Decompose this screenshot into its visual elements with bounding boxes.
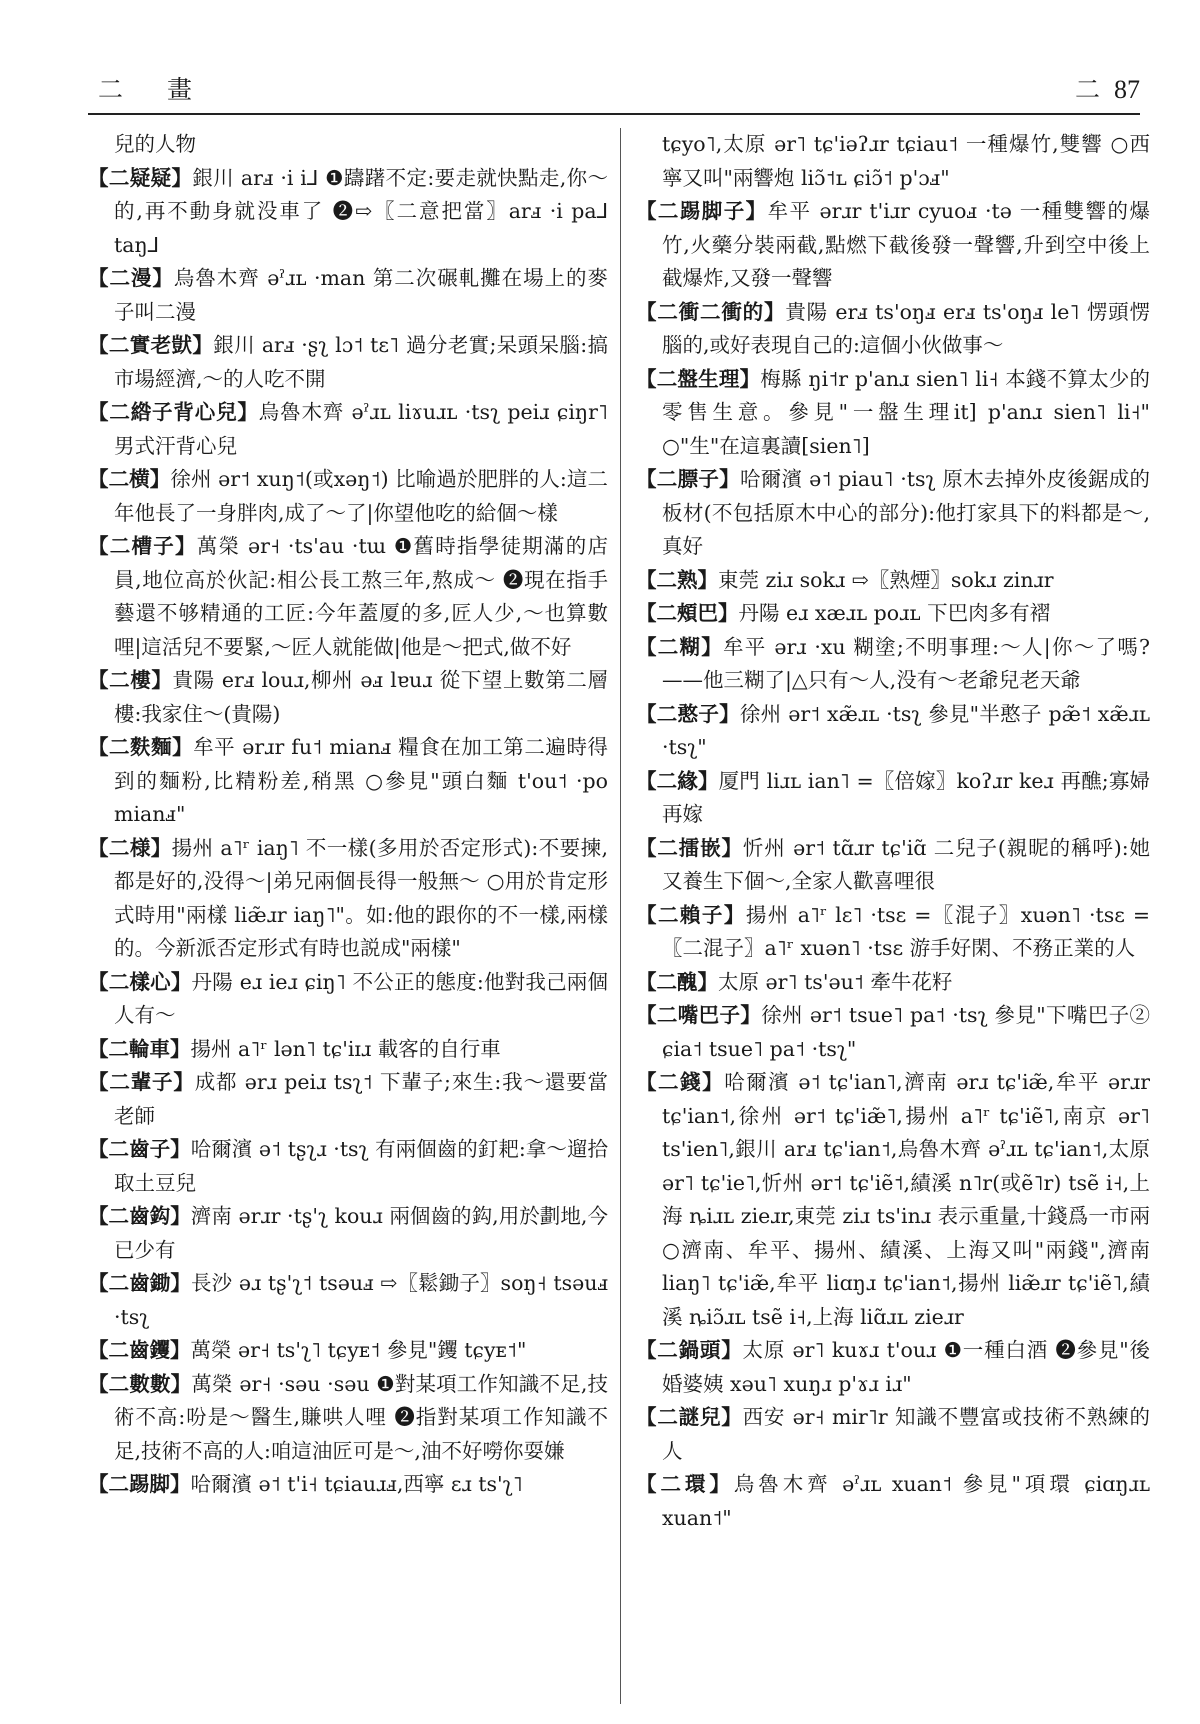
- entry-text: 烏魯木齊 əˀɹʟ xuan˦ 參見"項環 ɕiɑŋɹʟ xuan˦": [662, 1472, 1150, 1530]
- entry-headword: 【二熟】: [636, 567, 718, 592]
- dictionary-entry: [88, 1066, 608, 1133]
- entry-text: 太原 ər˥ kuɤɹ t'ouɹ ❶一種白酒 ❷參見"後婚婆姨 xəu˥ xuŋɹ p'ɤɹ iɹ": [662, 1338, 1150, 1396]
- entry-headword: 【二綹子背心兒】: [88, 400, 259, 424]
- dictionary-entry: [88, 262, 608, 329]
- dictionary-entry: [88, 329, 608, 396]
- entry-text: 丹陽 eɹ ieɹ ɕiŋ˥ 不公正的態度:他對我己兩個人有～: [114, 969, 608, 1027]
- entry-headword: 【二樣心】: [88, 969, 192, 994]
- entry-text: 萬榮 ər˧ ·səu ·səu ❶對某項工作知識不足,技術不高:吩是～醫生,賺哄人哩 ❷指對某項工作知識不足,技術不高的人:咱這油匠可是～,油不好嘮你耍嫌: [114, 1371, 608, 1463]
- entry-text: 銀川 arⅎ ·i i⅃ ❶躊躇不定:要走就快點走,你～的,再不動身就没車了 ❷⇨〖二意把當〗arⅎ ·i pa⅃ taŋ⅃: [114, 165, 608, 257]
- dictionary-entry: [636, 1066, 1150, 1334]
- dictionary-entry: [636, 765, 1150, 832]
- column-divider: [620, 128, 621, 1704]
- entry-headword: 【二膘子】: [636, 467, 740, 491]
- dictionary-entry: [636, 1468, 1150, 1535]
- dictionary-entry: [636, 899, 1150, 966]
- entry-headword: 【二緣】: [636, 768, 719, 793]
- entry-text: 哈爾濱 ə˦ tɕ'ian˥,濟南 ərɹ tɕ'iæ̃,牟平 ərɹr tɕ'ian˦,徐州 ər˦ tɕ'iæ̃˥,揚州 a˥ʳ tɕ'iẽ˥,南京 ər˥ ts'ien˥,銀川 arⅎ tɕ'ian˦,烏魯木齊 əˀɹʟ tɕ'ian˦,太原 ər˥ tɕ'ie˥,忻州 ər˦ tɕ'iẽ˦,績溪 n˥r(或ẽ˥r) tsẽ i˧,上海 ȵiɹʟ zieɹr,東莞 ziɹ ts'inɹ 表示重量,十錢爲一市兩 ○濟南、牟平、揚州、績溪、上海又叫"兩錢",濟南 liaŋ˥ tɕ'iæ̃,牟平 liɑŋɹ tɕ'ian˦,揚州 liæ̃ɹr tɕ'iẽ˥,績溪 ȵiɔ̃ɹʟ tsẽ i˧,上海 liɑ̃ɹʟ zieɹr: [662, 1070, 1150, 1329]
- entry-text: 西安 ər˧ mir˥r 知識不豐富或技術不熟練的人: [662, 1405, 1150, 1463]
- dictionary-entry: [88, 530, 608, 664]
- dictionary-entry: [636, 128, 1150, 195]
- entry-text: 烏魯木齊 əˀɹʟ liɤuɹʟ ·tsʅ peiɹ ɕiŋr˥ 男式汗背心兒: [114, 400, 608, 458]
- dictionary-entry: [636, 564, 1150, 598]
- entry-headword: 【二踢脚】: [88, 1472, 191, 1496]
- dictionary-entry: [88, 1200, 608, 1267]
- entry-text: 牟平 ərɹr fu˦ mianⅎ 糧食在加工第二遍時得到的麵粉,比精粉差,稍黑 ○參見"頭白麵 t'ou˦ ·po mianⅎ": [114, 735, 608, 826]
- dictionary-entry: [88, 128, 608, 162]
- entry-headword: 【二頰巴】: [636, 601, 739, 625]
- entry-text: 徐州 ər˦ xuŋ˦(或xəŋ˦) 比喻過於肥胖的人:這二年他長了一身胖肉,成了～了|你望他吃的給個～樣: [114, 467, 608, 525]
- section-title-short: 二: [1074, 75, 1100, 104]
- entry-headword: 【二環】: [636, 1472, 734, 1496]
- entry-text: 牟平 ərɹr t'iɹr cyuoⅎ ·tə 一種雙響的爆竹,火藥分裝兩截,點燃下截後發一聲響,升到空中後上截爆炸,又發一聲響: [662, 199, 1150, 290]
- entry-text: 忻州 ər˦ tɑ̃ɹr tɕ'iɑ̃ 二兒子(親昵的稱呼):她又養生下個～,全家人歡喜哩很: [662, 835, 1150, 893]
- entry-headword: 【二樓】: [88, 668, 173, 692]
- entry-headword: 【二糊】: [636, 634, 724, 659]
- entry-headword: 【二疑疑】: [88, 165, 193, 190]
- page-number: 87: [1114, 75, 1140, 104]
- dictionary-entry: [88, 162, 608, 263]
- entry-headword: 【二謎兒】: [636, 1405, 743, 1429]
- left-column: [88, 128, 608, 1708]
- dictionary-entry: [636, 463, 1150, 564]
- header-rule: [88, 113, 1140, 115]
- entry-text: tɕyo˥,太原 ər˥ tɕ'iəʔɹr tɕiau˦ 一種爆竹,雙響 ○西寧又叫"兩響炮 liɔ̃˦ʟ ɕiɔ̃˦ p'ɔⅎ": [662, 132, 1150, 190]
- entry-headword: 【二實老獃】: [88, 333, 214, 357]
- dictionary-entry: [88, 1267, 608, 1334]
- dictionary-entry: [636, 832, 1150, 899]
- entry-headword: 【二踢脚子】: [636, 199, 768, 223]
- page-header: [88, 70, 1140, 110]
- dictionary-entry: [636, 296, 1150, 363]
- dictionary-entry: [636, 195, 1150, 296]
- entry-text: 成都 ərɹ peiɹ tsʅ˦ 下輩子;來生:我～還要當老師: [114, 1070, 608, 1128]
- entry-text: 揚州 a˥ʳ lən˥ tɕ'iɪɹ 載客的自行車: [190, 1036, 501, 1061]
- entry-headword: 【二麩麵】: [88, 735, 194, 759]
- dictionary-entry: [88, 1368, 608, 1469]
- entry-text: 哈爾濱 ə˦ tʂʅɹ ·tsʅ 有兩個齒的釘耙:拿～遛拾取土豆兒: [114, 1137, 608, 1195]
- entry-text: 濟南 ərɹr ·tʂ'ʅ kouɹ 兩個齒的鈎,用於劃地,今已少有: [114, 1204, 608, 1262]
- entry-headword: 【二輪車】: [88, 1036, 191, 1061]
- entry-headword: 【二槽子】: [88, 534, 197, 558]
- entry-headword: 【二鍋頭】: [636, 1338, 743, 1362]
- entry-headword: 【二齒鈎】: [88, 1204, 191, 1228]
- entry-text: 東莞 ziɹ sokɹ ⇨〖熟煙〗sokɹ zinɹr: [718, 567, 1054, 592]
- entry-text: 兒的人物: [114, 132, 196, 156]
- entry-headword: 【二齒钁】: [88, 1338, 191, 1362]
- entry-headword: 【二輩子】: [88, 1070, 195, 1094]
- entry-text: 太原 ər˥ ts'əu˦ 牽牛花籽: [718, 969, 953, 994]
- right-column: [636, 128, 1150, 1708]
- entry-headword: 【二擂嵌】: [636, 835, 743, 860]
- dictionary-entry: [636, 1401, 1150, 1468]
- entry-text: 厦門 liɹʟ ian˥ =〖倍嫁〗koʔɹr keɹ 再醮;寡婦再嫁: [662, 768, 1150, 826]
- entry-headword: 【二醜】: [636, 969, 718, 994]
- dictionary-entry: [88, 1033, 608, 1067]
- entry-headword: 【二嘴巴子】: [636, 1003, 762, 1027]
- entry-headword: 【二錢】: [636, 1070, 725, 1094]
- entry-text: 長沙 əɹ tʂ'ʅ˦ tsəuⅎ ⇨〖鬆鋤子〗soŋ˧ tsəuⅎ ·tsʅ: [114, 1271, 608, 1329]
- entry-text: 牟平 ərɹ ·xu 糊塗;不明事理:～人|你～了嗎? ——他三糊了|△只有～人,没有～老爺兒老天爺: [662, 634, 1150, 692]
- entry-text: 梅縣 ŋi˦r p'anɹ sien˥ li˧ 本錢不算太少的零售生意。參見"一盤生理it] p'anɹ sien˥ li˧" ○"生"在這裏讀[sien˥]: [662, 366, 1150, 458]
- entry-headword: 【二賴子】: [636, 902, 746, 927]
- entry-text: 萬榮 ər˧ ts'ʅ˥ tɕyᴇ˦ 參見"钁 tɕyᴇ˦": [190, 1338, 527, 1362]
- entry-text: 貴陽 erⅎ ts'oŋⅎ erⅎ ts'oŋⅎ le˥ 愣頭愣腦的,或好表現自己的:這個小伙做事～: [662, 299, 1150, 357]
- dictionary-entry: [88, 731, 608, 832]
- dictionary-entry: [636, 999, 1150, 1066]
- entry-text: 烏魯木齊 əˀɹʟ ·man 第二次碾軋攤在場上的麥子叫二漫: [114, 266, 608, 324]
- entry-text: 銀川 arⅎ ·ʂʅ lɔ˦ tɛ˥ 過分老實;呆頭呆腦:搞市場經濟,～的人吃不開: [114, 333, 608, 391]
- dictionary-entry: [88, 832, 608, 966]
- section-title: 二 畫: [98, 75, 210, 104]
- entry-text: 哈爾濱 ə˦ t'i˧ tɕiauɹⅎ,西寧 ɛɹ ts'ʅ˥: [190, 1472, 523, 1496]
- entry-text: 丹陽 eɹ xæɹʟ poɹʟ 下巴肉多有褶: [738, 601, 1051, 625]
- entry-headword: 【二衝二衝的】: [636, 299, 786, 324]
- entry-headword: 【二様】: [88, 835, 172, 860]
- dictionary-entry: [88, 664, 608, 731]
- dictionary-entry: [636, 597, 1150, 631]
- entry-headword: 【二横】: [88, 467, 171, 491]
- entry-headword: 【二漫】: [88, 266, 174, 290]
- entry-text: 貴陽 erⅎ louɹ,柳州 əⅎ lɐuɹ 從下望上數第二層樓:我家住～(貴陽): [114, 668, 608, 726]
- dictionary-entry: [636, 698, 1150, 765]
- entry-headword: 【二盤生理】: [636, 366, 761, 391]
- entry-text: 徐州 ər˦ tsue˥ pa˦ ·tsʅ 參見"下嘴巴子② ɕia˦ tsue˥ pa˦ ·tsʅ": [662, 1003, 1150, 1061]
- dictionary-entry: [88, 396, 608, 463]
- entry-headword: 【二憨子】: [636, 701, 740, 726]
- dictionary-entry: [88, 1133, 608, 1200]
- entry-text: 哈爾濱 ə˦ piau˥ ·tsʅ 原木去掉外皮後鋸成的板材(不包括原木中心的部分):他打家具下的料都是～,真好: [662, 467, 1150, 558]
- entry-text: 揚州 a˥ʳ lɛ˥ ·tsɛ =〖混子〗xuən˥ ·tsɛ =〖二混子〗a˥ʳ xuən˥ ·tsɛ 游手好閑、不務正業的人: [662, 902, 1150, 960]
- entry-headword: 【二數數】: [88, 1371, 192, 1396]
- entry-headword: 【二齒鋤】: [88, 1271, 192, 1295]
- entry-text: 徐州 ər˦ xæ̃ɹʟ ·tsʅ 參見"半憨子 pæ̃˦ xæ̃ɹʟ ·tsʅ": [662, 701, 1150, 759]
- dictionary-entry: [88, 1468, 608, 1502]
- header-right: [1075, 70, 1140, 106]
- entry-text: 萬榮 ər˧ ·ts'au ·tɯ ❶舊時指學徒期滿的店員,地位高於伙記:相公長工熬三年,熬成～ ❷現在指手藝還不够精通的工匠:今年蓋厦的多,匠人少,～也算數哩|這活兒不要緊,～匠人就能做|他是～把式,做不好: [114, 534, 608, 659]
- dictionary-entry: [636, 966, 1150, 1000]
- dictionary-entry: [88, 463, 608, 530]
- dictionary-entry: [88, 966, 608, 1033]
- entry-text: 揚州 a˥ʳ iaŋ˥ 不一樣(多用於否定形式):不要揀,都是好的,没得～|弟兄兩個長得一般無～ ○用於肯定形式時用"兩樣 liæ̃ɹr iaŋ˥"。如:他的跟你的不一樣,兩樣的。今新派否定形式有時也説成"兩樣": [114, 835, 608, 960]
- dictionary-entry: [636, 363, 1150, 464]
- dictionary-entry: [636, 631, 1150, 698]
- dictionary-entry: [636, 1334, 1150, 1401]
- entry-headword: 【二齒子】: [88, 1137, 191, 1161]
- dictionary-entry: [88, 1334, 608, 1368]
